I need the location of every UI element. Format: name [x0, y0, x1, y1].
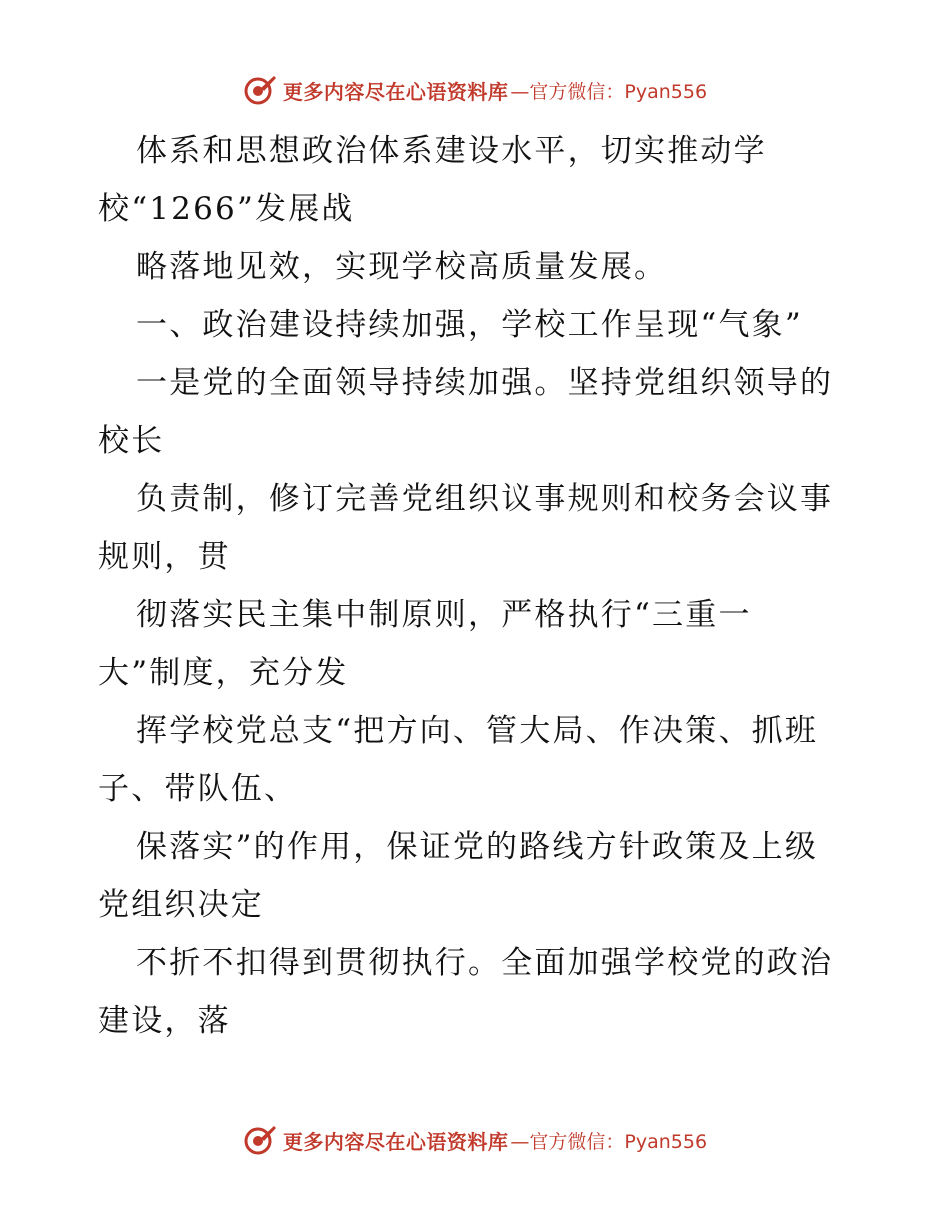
footer-brand: 更多内容尽在心语资料库: [282, 1129, 509, 1154]
text-line: 体系和思想政治体系建设水平，切实推动学: [136, 133, 767, 169]
text-line: 挥学校党总支“把方向、管大局、作决策、抓班: [136, 713, 819, 749]
text-line: 彻落实民主集中制原则，严格执行“三重一: [136, 597, 752, 633]
text-line: 子、带队伍、: [98, 771, 298, 807]
text-line: 略落地见效，实现学校高质量发展。: [136, 249, 668, 285]
text-line: 大”制度，充分发: [98, 655, 349, 691]
text-line: 校长: [98, 423, 165, 459]
text-line: 党组织决定: [98, 887, 264, 923]
text-line: 规则，贯: [98, 539, 231, 575]
footer-official-account: —官方微信：Pyan556: [510, 1130, 708, 1153]
footer-watermark: [0, 1120, 950, 1160]
header-brand: 更多内容尽在心语资料库: [282, 79, 509, 104]
text-line: 负责制，修订完善党组织议事规则和校务会议事: [136, 481, 834, 517]
text-line: 保落实”的作用，保证党的路线方针政策及上级: [136, 829, 819, 865]
text-line: 一是党的全面领导持续加强。坚持党组织领导的: [136, 365, 834, 401]
pen-logo-icon: [243, 1123, 277, 1157]
text-line: 不折不扣得到贯彻执行。全面加强学校党的政治: [136, 945, 834, 981]
text-line: 校“1266”发展战: [98, 191, 355, 227]
section-heading: 一、政治建设持续加强，学校工作呈现“气象”: [136, 307, 803, 343]
text-line: 建设，落: [98, 1003, 231, 1039]
document-body: [98, 122, 878, 1050]
header-watermark: [0, 70, 950, 110]
header-official-account: —官方微信：Pyan556: [510, 80, 708, 103]
pen-logo-icon: [243, 73, 277, 107]
